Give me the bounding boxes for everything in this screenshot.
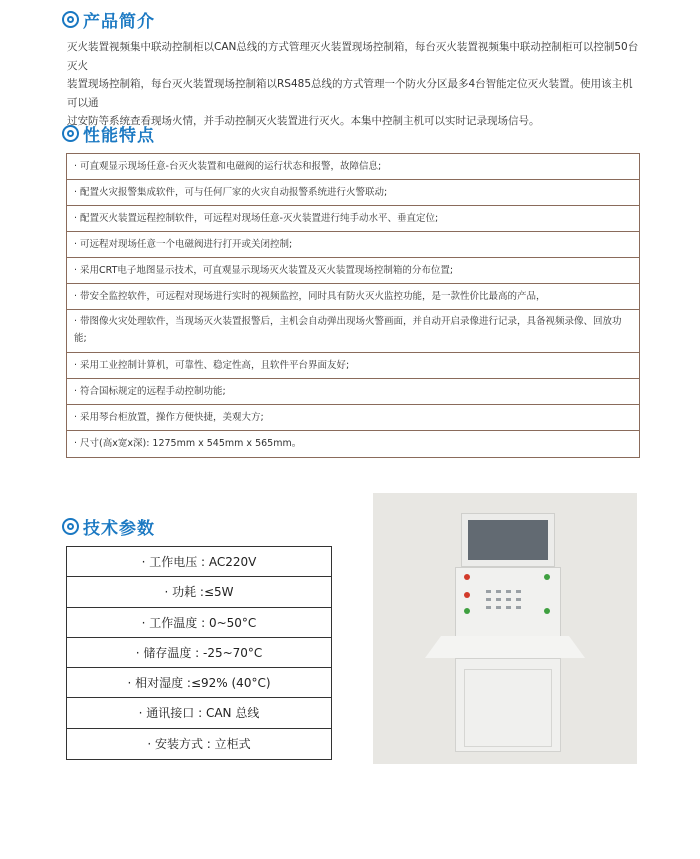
- spec-row-voltage: · 工作电压 : AC220V: [67, 547, 331, 577]
- spec-row-humidity: · 相对湿度 :≤92% (40°C): [67, 668, 331, 698]
- panel-key: [506, 606, 511, 609]
- panel-key: [486, 598, 491, 601]
- feature-row: · 符合国标规定的远程手动控制功能;: [67, 379, 639, 405]
- product-photo: [373, 493, 637, 764]
- panel-key: [486, 606, 491, 609]
- panel-key: [496, 598, 501, 601]
- spec-row-interface: · 通讯接口 : CAN 总线: [67, 698, 331, 728]
- section-heading-features: [62, 121, 155, 146]
- feature-row: · 可直观显示现场任意-台灭火装置和电磁阀的运行状态和报警，故障信息;: [67, 154, 639, 180]
- specs-table: [66, 546, 332, 760]
- intro-title: 产品简介: [83, 12, 155, 32]
- target-circle-icon: [62, 125, 79, 142]
- features-title: 性能特点: [83, 126, 155, 146]
- section-heading-intro: [62, 7, 155, 32]
- panel-key: [486, 590, 491, 593]
- panel-key: [516, 598, 521, 601]
- feature-row: · 采用琴台柜放置，操作方便快捷，美观大方;: [67, 405, 639, 431]
- intro-line: 装置现场控制箱，每台灭火装置现场控制箱以RS485总线的方式管理一个防火分区最多4台智能定位灭火装置。使用该主机可以通: [67, 78, 633, 109]
- feature-row: · 配置火灾报警集成软件，可与任何厂家的火灾自动报警系统进行火警联动;: [67, 180, 639, 206]
- cabinet-desk: [425, 636, 585, 658]
- red-lamp-icon: [464, 592, 470, 598]
- feature-row: · 可远程对现场任意一个电磁阀进行打开或关闭控制;: [67, 232, 639, 258]
- cabinet-control-panel: [455, 567, 561, 637]
- features-table: [66, 153, 640, 458]
- cabinet-door: [464, 669, 552, 747]
- spec-row-install: · 安装方式 : 立柜式: [147, 736, 251, 751]
- spec-row-storage-temp: · 储存温度 : -25~70°C: [67, 638, 331, 668]
- cabinet-monitor: [461, 513, 555, 567]
- feature-row: · 带图像火灾处理软件，当现场灭火装置报警后，主机会自动弹出现场火警画面，并自动开启录像进行记录，具备视频录像、回放功能;: [67, 310, 639, 353]
- panel-key: [506, 598, 511, 601]
- target-circle-icon: [62, 518, 79, 535]
- intro-line: 灭火装置视频集中联动控制柜以CAN总线的方式管理灭火装置现场控制箱，每台灭火装置视频集中联动控制柜可以控制50台灭火: [67, 41, 639, 72]
- feature-row: · 配置灭火装置远程控制软件，可远程对现场任意-灭火装置进行纯手动水平、垂直定位;: [67, 206, 639, 232]
- spec-row-operating-temp: · 工作温度 : 0~50°C: [67, 608, 331, 638]
- green-lamp-icon: [544, 574, 550, 580]
- panel-key: [516, 606, 521, 609]
- panel-key: [496, 606, 501, 609]
- feature-row: · 带安全监控软件，可远程对现场进行实时的视频监控，同时具有防火灭火监控功能，是一款性价比最高的产品，: [67, 284, 639, 310]
- feature-row: · 采用CRT电子地图显示技术，可直观显示现场灭火装置及灭火装置现场控制箱的分布位置;: [67, 258, 639, 284]
- spec-row-power: · 功耗 :≤5W: [67, 577, 331, 607]
- specs-title: 技术参数: [83, 519, 155, 539]
- intro-paragraph: [67, 38, 639, 131]
- section-heading-specs: [62, 514, 155, 539]
- cabinet-body: [455, 658, 561, 752]
- cabinet-screen: [468, 520, 548, 560]
- green-lamp-icon: [544, 608, 550, 614]
- panel-key: [496, 590, 501, 593]
- panel-key: [506, 590, 511, 593]
- feature-row: · 尺寸(高x宽x深): 1275mm x 545mm x 565mm。: [74, 438, 302, 449]
- target-circle-icon: [62, 11, 79, 28]
- red-lamp-icon: [464, 574, 470, 580]
- feature-row: · 采用工业控制计算机，可靠性、稳定性高，且软件平台界面友好;: [67, 353, 639, 379]
- intro-line: 过安防等系统查看现场火情，并手动控制灭火装置进行灭火。本集中控制主机可以实时记录现场信号。: [67, 115, 540, 127]
- green-lamp-icon: [464, 608, 470, 614]
- panel-key: [516, 590, 521, 593]
